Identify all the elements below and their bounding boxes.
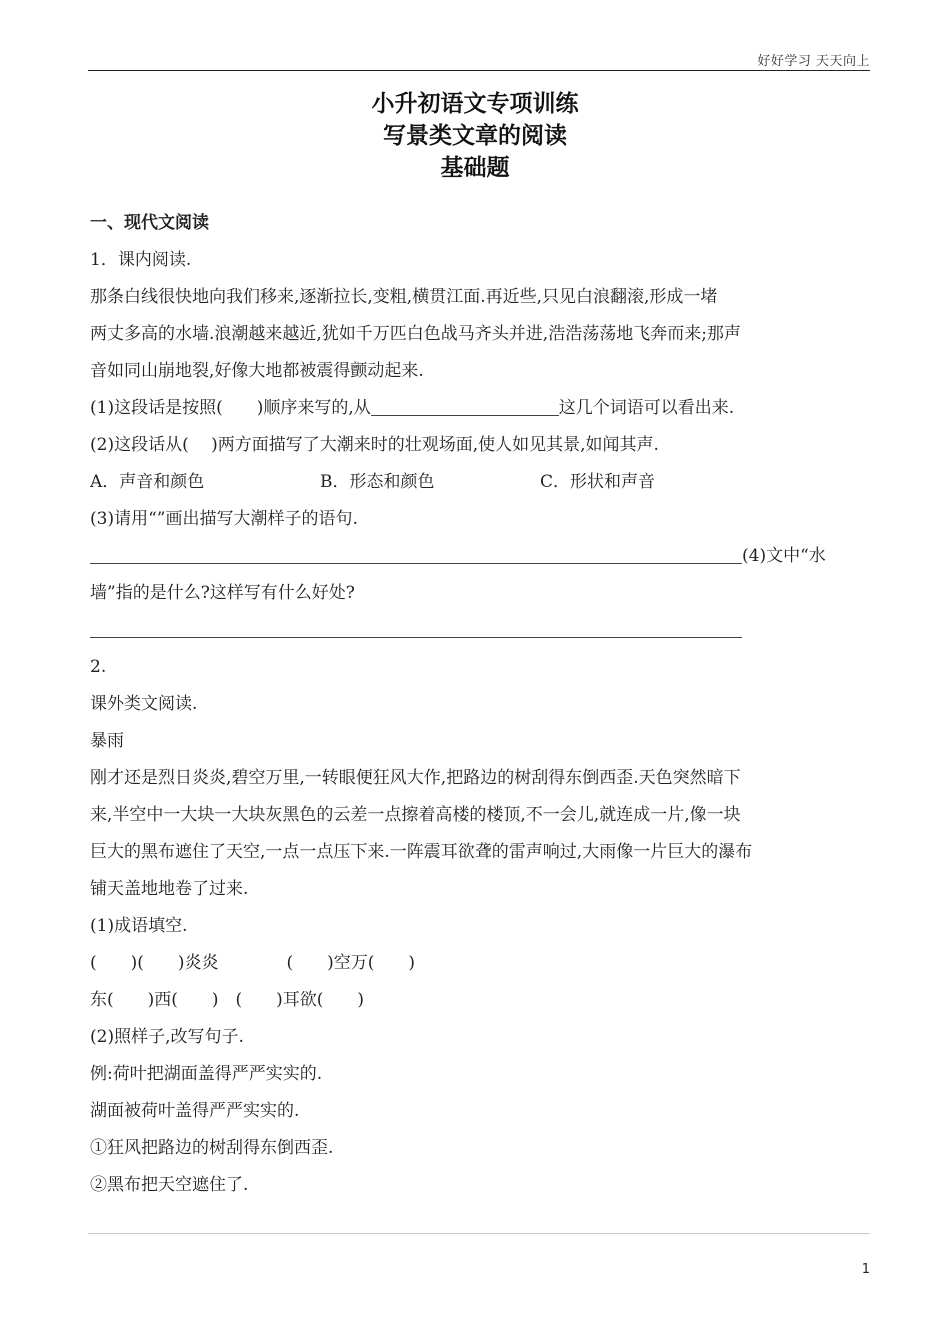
sub-title: 写景类文章的阅读 xyxy=(383,123,567,149)
q1-label: 1．课内阅读. xyxy=(90,250,192,270)
q2-passage-line: 铺天盖地地卷了过来. xyxy=(90,879,249,899)
level-title: 基础题 xyxy=(440,155,510,181)
q1-sub4-answer-row xyxy=(90,612,854,649)
q1-passage-line: 两丈多高的水墙.浪潮越来越近,犹如千万匹白色战马齐头并进,浩浩荡荡地飞奔而来;那声 xyxy=(90,324,741,344)
q2-sub2: (2)照样子,改写句子. xyxy=(90,1027,244,1047)
rewrite-example-answer: 湖面被荷叶盖得严严实实的. xyxy=(90,1101,300,1121)
content xyxy=(90,205,854,1204)
q1-sub1-blank[interactable] xyxy=(371,397,559,416)
q2-intro: 课外类文阅读. xyxy=(90,694,198,714)
idiom-row[interactable]: ( )( )炎炎 ( )空万( ) xyxy=(90,953,416,973)
rewrite-example: 例:荷叶把湖面盖得严严实实的. xyxy=(90,1064,323,1084)
q1-options xyxy=(90,464,854,501)
q2-passage-line: 刚才还是烈日炎炎,碧空万里,一转眼便狂风大作,把路边的树刮得东倒西歪.天色突然暗下 xyxy=(90,768,741,788)
q2-passage-line: 巨大的黑布遮住了天空,一点一点压下来.一阵震耳欲聋的雷声响过,大雨像一片巨大的瀑布 xyxy=(90,842,753,862)
q1-sub3: (3)请用“”画出描写大潮样子的语句. xyxy=(90,509,358,529)
q1-passage-line: 那条白线很快地向我们移来,逐渐拉长,变粗,横贯江面.再近些,只见白浪翻滚,形成一堵 xyxy=(90,287,718,307)
q1-sub1-suffix: 这几个词语可以看出来. xyxy=(558,398,735,418)
section-heading: 一、现代文阅读 xyxy=(90,213,209,233)
q1-sub4-start: (4)文中“水 xyxy=(742,546,826,566)
q2-sub1: (1)成语填空. xyxy=(90,916,188,936)
q1-sub1-prefix: (1)这段话是按照( )顺序来写的,从 xyxy=(90,398,371,418)
header-motto: 好好学习 天天向上 xyxy=(757,54,870,69)
q2-label: 2. xyxy=(90,657,107,677)
q1-sub2: (2)这段话从( )两方面描写了大潮来时的壮观场面,使人如见其景,如闻其声. xyxy=(90,435,659,455)
idiom-row[interactable]: 东( )西( ) ( )耳欲( ) xyxy=(90,990,365,1010)
q2-passage-title: 暴雨 xyxy=(90,731,124,751)
rewrite-item: ①狂风把路边的树刮得东倒西歪. xyxy=(90,1138,334,1158)
q2-passage-line: 来,半空中一大块一大块灰黑色的云差一点擦着高楼的楼顶,不一会儿,就连成一片,像一块 xyxy=(90,805,741,825)
q1-passage-line: 音如同山崩地裂,好像大地都被震得颤动起来. xyxy=(90,361,424,381)
title-block xyxy=(0,88,950,184)
page-number: 1 xyxy=(861,1262,870,1277)
q1-sub4-rest: 墙”指的是什么?这样写有什么好处? xyxy=(90,583,355,603)
rewrite-item: ②黑布把天空遮住了. xyxy=(90,1175,249,1195)
q1-sub3-answer-blank[interactable] xyxy=(90,545,742,564)
option-b[interactable]: B．形态和颜色 xyxy=(320,472,435,492)
footer-divider xyxy=(88,1233,870,1234)
q1-sub3-answer-row xyxy=(90,538,854,575)
q1-sub1 xyxy=(90,390,854,427)
option-c[interactable]: C．形状和声音 xyxy=(540,472,656,492)
main-title: 小升初语文专项训练 xyxy=(371,91,579,117)
q1-sub4-answer-blank[interactable] xyxy=(90,619,742,638)
option-a[interactable]: A．声音和颜色 xyxy=(90,472,205,492)
header-divider xyxy=(88,70,870,71)
